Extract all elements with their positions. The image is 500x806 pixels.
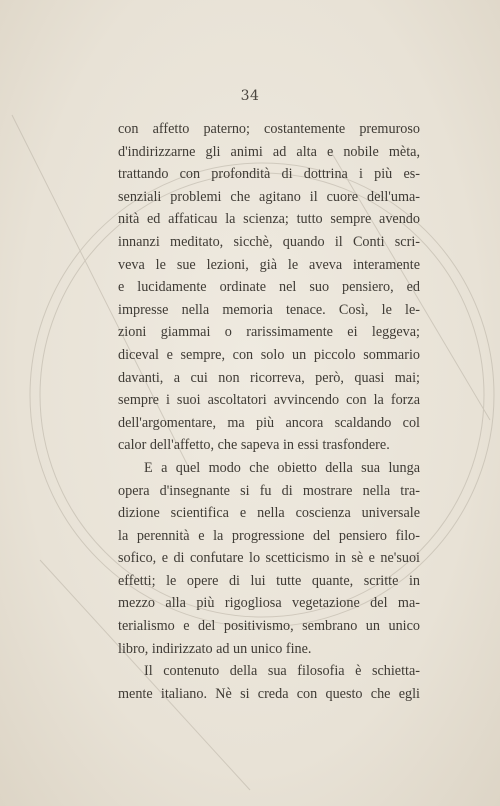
text-line: diceval e sempre, con solo un piccolo sommario: [118, 346, 420, 363]
text-line: sofico, e di confutare lo scetticismo in sè e ne'suoi: [118, 550, 420, 567]
text-line: terialismo e del positivismo, sembrano un unico: [118, 618, 420, 635]
text-line: veva le sue lezioni, già le aveva interamente: [118, 256, 420, 273]
text-line: impresse nella memoria tenace. Così, le le-: [118, 301, 420, 318]
text-line: davanti, a cui non ricorreva, però, quasi mai;: [118, 369, 420, 386]
text-line: calor dell'affetto, che sapeva in essi trasfondere.: [118, 437, 390, 454]
text-line: trattando con profondità di dottrina i più es-: [118, 166, 420, 183]
text-line: opera d'insegnante si fu di mostrare nella tra-: [118, 482, 420, 499]
text-line: senziali problemi che agitano il cuore dell'uma-: [118, 188, 420, 205]
text-line: nità ed affaticau la scienza; tutto sempre avendo: [118, 211, 420, 228]
text-line: dizione scientifica e nella coscienza universale: [118, 505, 420, 522]
page-number: 34: [240, 88, 260, 104]
text-line: Il contenuto della sua filosofia è schietta-: [144, 663, 420, 680]
text-line: d'indirizzarne gli animi ad alta e nobile mèta,: [118, 143, 420, 160]
text-line: innanzi meditato, sicchè, quando il Conti scri-: [118, 233, 420, 250]
text-line: E a quel modo che obietto della sua lunga: [144, 459, 420, 476]
text-line: effetti; le opere di lui tutte quante, scritte in: [118, 572, 420, 589]
text-line: mezzo alla più rigogliosa vegetazione del ma-: [118, 595, 420, 612]
text-line: mente italiano. Nè si creda con questo che egli: [118, 685, 420, 702]
text-line: libro, indirizzato ad un unico fine.: [118, 640, 312, 657]
text-line: e lucidamente ordinate nel suo pensiero, ed: [118, 279, 420, 296]
body-text: [118, 118, 420, 705]
text-line: zioni giammai o rarissimamente ei leggeva;: [118, 324, 420, 341]
text-line: con affetto paterno; costantemente premuroso: [118, 121, 420, 137]
text-line: sempre i suoi ascoltatori avvincendo con la forza: [118, 392, 420, 409]
text-line: la perennità e la progressione del pensiero filo-: [118, 527, 420, 544]
text-line: dell'argomentare, ma più ancora scaldando col: [118, 414, 420, 431]
